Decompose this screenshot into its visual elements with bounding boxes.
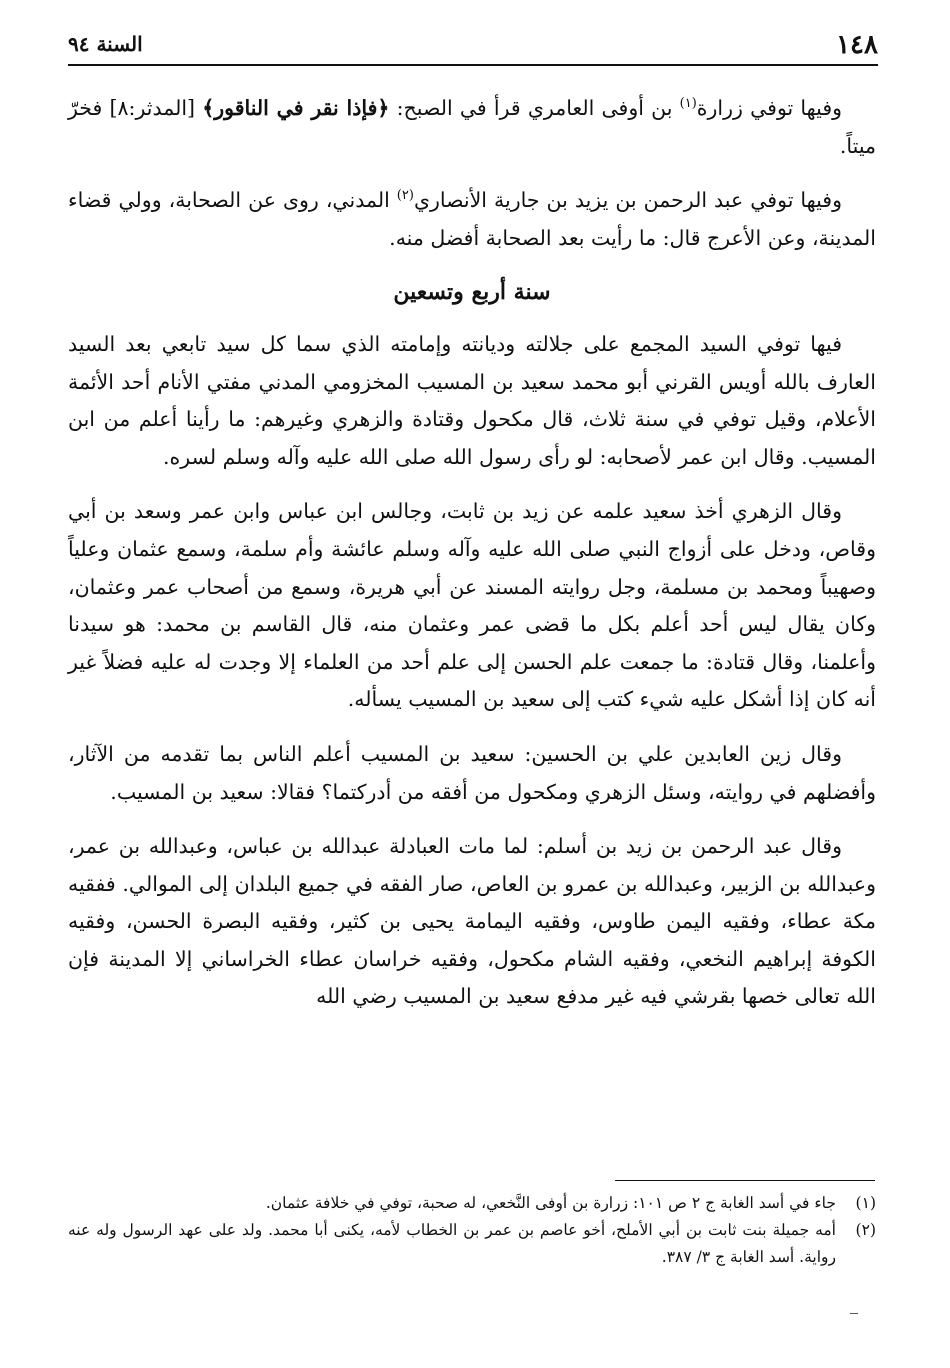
running-title: السنة ٩٤ — [68, 32, 143, 56]
paragraph-abdulrahman: وفيها توفي عبد الرحمن بن يزيد بن جارية الأنصاري$^{(٢)}$ المدني، روى عن الصحابة، وولي قضاء المدينة، وعن الأعرج قال: ما رأيت بعد الصحابة أفضل منه. — [68, 188, 876, 250]
paragraph-abadila: وقال عبد الرحمن بن زيد بن أسلم: لما مات العبادلة عبدالله بن عباس، وعبدالله بن عمر، وعبدالله بن الزبير، وعبدالله بن عمرو بن العاص، صار الفقه في جميع البلدان إلى الموالي. ففقيه مكة عطاء، وفقيه اليمن طاوس، وفقيه اليمامة يحيى بن كثير، وفقيه البصرة الحسن، وفقيه الكوفة إبراهيم النخعي، وفقيه الشام مكحول، وفقيه خراسان عطاء الخراساني إلا المدينة فإن الله تعالى خصها بقرشي فيه غير مدفع سعيد بن المسيب رضي الله — [68, 834, 876, 1009]
page-number: ١٤٨ — [836, 30, 878, 60]
paragraph-zurara: وفيها توفي زرارة$^{(١)}$ بن أوفى العامري قرأ في الصبح: ﴿فإذا نقر في الناقور﴾ [المدثر:٨] فخرّ ميتاً. — [68, 96, 876, 158]
footnote-2 — [68, 1217, 876, 1271]
main-text — [68, 90, 876, 1033]
footnote-divider — [615, 1180, 875, 1181]
paragraph-zain-alabidin: وقال زين العابدين علي بن الحسين: سعيد بن المسيب أعلم الناس بما تقدمه من الآثار، وأفضلهم في روايته، وسئل الزهري ومكحول من أفقه من أدركتما؟ فقالا: سعيد بن المسيب. — [68, 741, 876, 804]
scan-mark — [850, 1313, 858, 1314]
footnote-text: جاء في أسد الغابة ج ٢ ص ١٠١: زرارة بن أوفى النَّخعي، له صحبة، توفي في خلافة عثمان. — [265, 1194, 836, 1212]
quran-verse: ﴿فإذا نقر في الناقور﴾ — [202, 96, 390, 120]
footnote-text: أمه جميلة بنت ثابت بن أبي الأملح، أخو عاصم بن عمر بن الخطاب لأمه، يكنى أبا محمد. ولد على عهد الرسول وله عنه رواية. أسد الغابة ج ٣/ ٣٨٧. — [68, 1221, 836, 1266]
footnote-1 — [68, 1190, 876, 1217]
footnote-number: (٢) — [855, 1221, 876, 1239]
paragraph-said-ibn-musayyab: فيها توفي السيد المجمع على جلالته وديانته وإمامته الذي سما كل سيد تابعي بعد السيد العارف بالله أويس القرني أبو محمد سعيد بن المسيب المخزومي المدني مفتي الأنام أحد الأئمة الأعلام، وقيل توفي في سنة ثلاث، قال مكحول وقتادة والزهري وغيرهم: ما رأينا أعلم من ابن المسيب. وقال ابن عمر لأصحابه: لو رأى رسول الله صلى الله عليه وآله وسلم لسره. — [68, 331, 876, 469]
footnote-ref-2[interactable]: (٢) — [396, 188, 414, 204]
footnote-number: (١) — [855, 1194, 876, 1212]
footnotes — [68, 1190, 876, 1271]
section-heading: سنة أربع وتسعين — [393, 279, 551, 306]
page-header — [68, 28, 878, 66]
paragraph-zuhri: وقال الزهري أخذ سعيد علمه عن زيد بن ثابت، وجالس ابن عباس وابن عمر وسعد بن أبي وقاص، ودخل على أزواج النبي صلى الله عليه وآله وسلم عائشة وأم سلمة، وسمع عثمان وعلياً وصهيباً ومحمد بن مسلمة، وجل روايته المسند عن أبي هريرة، وسمع من أصحاب عمر وعثمان، وكان يقال ليس أحد أعلم بكل ما قضى عمر وعثمان منه، قال القاسم بن محمد: هو سيدنا وأعلمنا، وقال قتادة: ما جمعت علم الحسن إلى علم أحد من العلماء إلا وجدت له عليه فضلاً غير أنه كان إذا أشكل عليه شيء كتب إلى سعيد بن المسيب يسأله. — [68, 499, 876, 712]
footnote-ref-1[interactable]: (١) — [679, 96, 697, 112]
